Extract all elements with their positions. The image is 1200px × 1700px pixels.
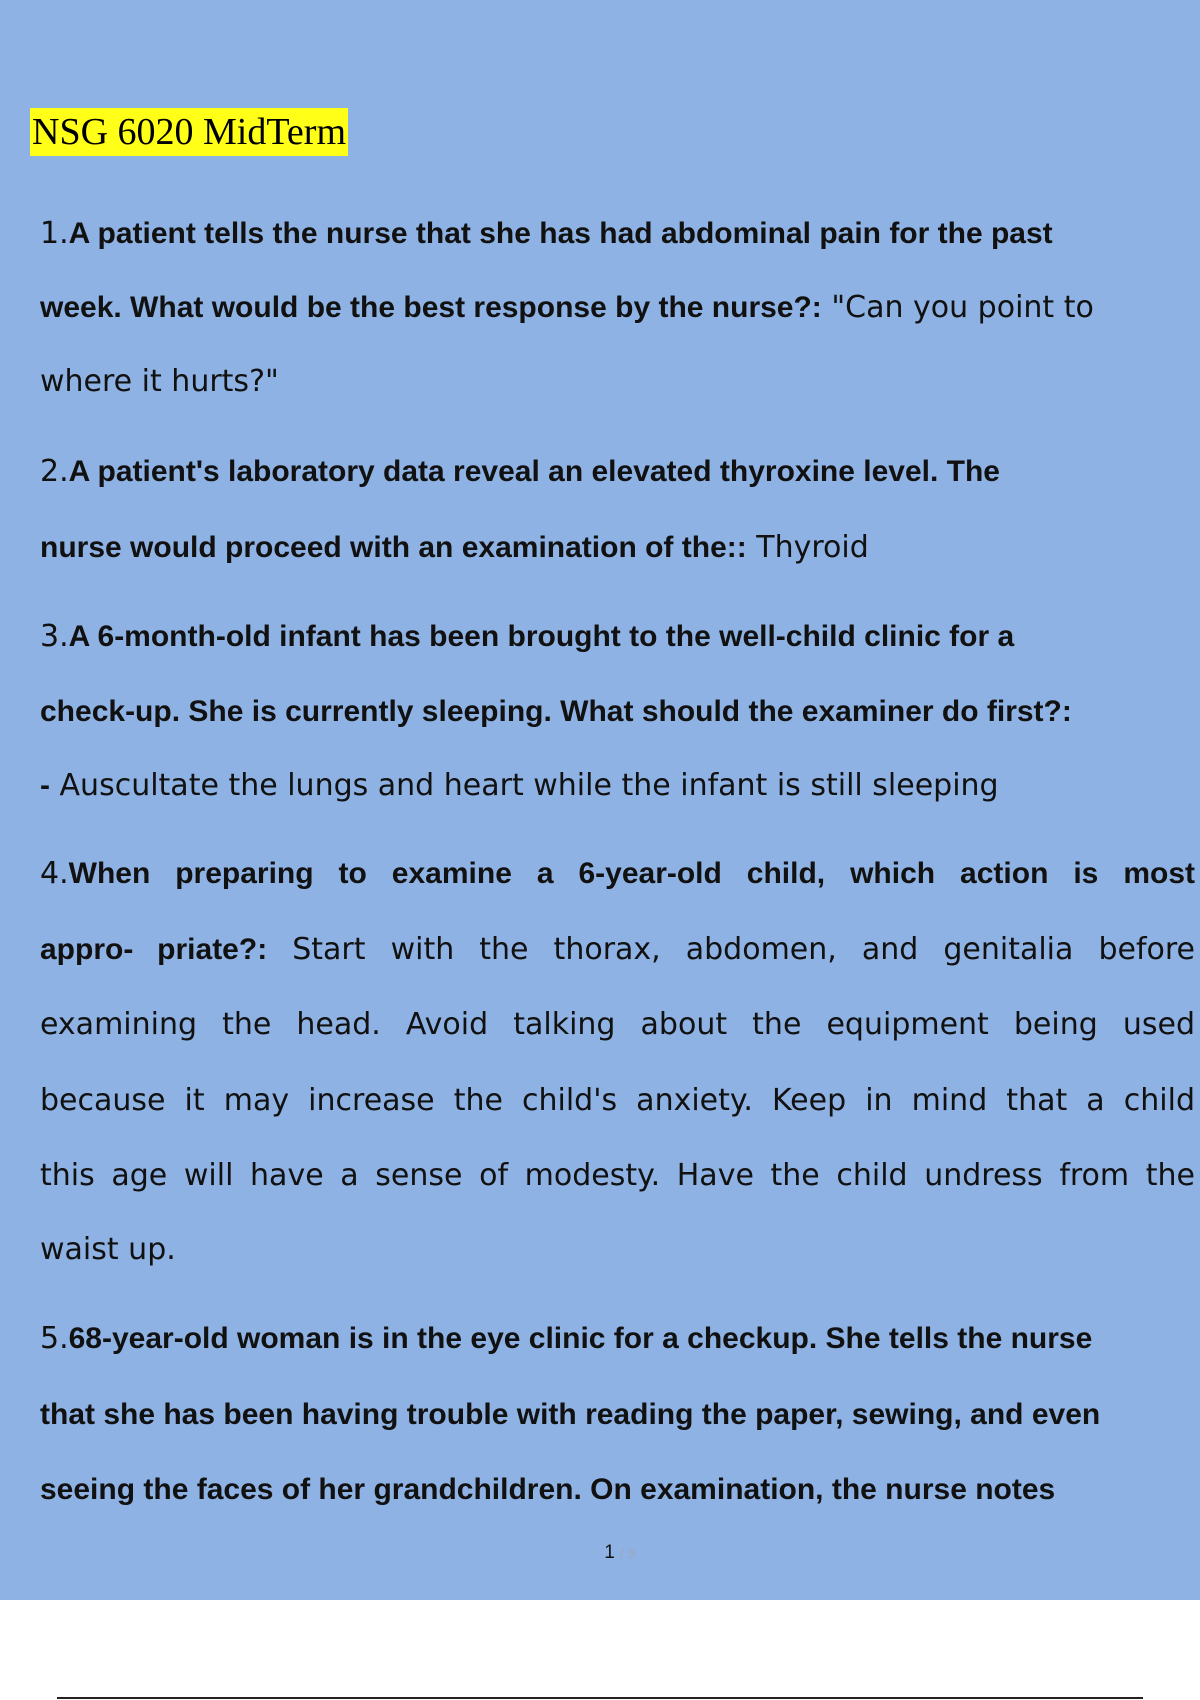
question-text: A 6-month-old infant has been brought to the well-child clinic for a: [68, 620, 1015, 653]
question-text: When preparing to examine a 6-year-old child, which action is most: [68, 857, 1195, 890]
question-line: [40, 529, 869, 565]
question-text: A patient tells the nurse that she has had abdominal pain for the past: [68, 217, 1053, 250]
page-indicator: [0, 1542, 1200, 1564]
answer-line: [40, 767, 999, 803]
question-line: [40, 1320, 1092, 1356]
question-number: 2.: [40, 454, 69, 489]
question-line: [40, 453, 1000, 489]
question-line: [40, 855, 1195, 891]
answer-text: examining the head. Avoid talking about the equipment being used: [40, 1007, 1195, 1042]
question-text: nurse would proceed with an examination of the::: [40, 531, 747, 564]
question-text: 68-year-old woman is in the eye clinic for a checkup. She tells the nurse: [68, 1322, 1093, 1355]
document-title: NSG 6020 MidTerm: [30, 108, 348, 156]
question-number: 5.: [40, 1321, 69, 1356]
question-text: seeing the faces of her grandchildren. On examination, the nurse notes: [40, 1473, 1056, 1506]
question-line: [40, 1471, 1055, 1507]
question-text: appro- priate?:: [40, 933, 268, 966]
question-line: [40, 931, 1195, 967]
question-line: [40, 289, 1094, 325]
answer-text: waist up.: [40, 1232, 176, 1267]
answer-text: Thyroid: [746, 530, 869, 565]
question-line: [40, 618, 1014, 654]
answer-text: because it may increase the child's anxiety. Keep in mind that a child: [40, 1083, 1195, 1118]
answer-line: [40, 1157, 1195, 1193]
answer-text: where it hurts?": [40, 364, 279, 399]
current-page-number: 1: [604, 1542, 615, 1563]
question-line: [40, 1396, 1100, 1432]
question-line: [40, 215, 1053, 251]
question-number: 3.: [40, 619, 69, 654]
total-pages: / 9: [620, 1545, 636, 1561]
question-number: 4.: [40, 856, 69, 891]
answer-text: this age will have a sense of modesty. Have the child undress from the: [40, 1158, 1195, 1193]
answer-text: "Can you point to: [821, 290, 1094, 325]
answer-text: Auscultate the lungs and heart while the infant is still sleeping: [50, 768, 999, 803]
answer-line: [40, 1231, 176, 1267]
answer-text: Start with the thorax, abdomen, and genitalia before: [267, 932, 1195, 967]
answer-line: [40, 1006, 1195, 1042]
answer-bullet: -: [40, 769, 50, 802]
question-text: week. What would be the best response by the nurse?:: [40, 291, 822, 324]
horizontal-divider: [57, 1697, 1143, 1699]
answer-line: [40, 1082, 1195, 1118]
question-text: that she has been having trouble with reading the paper, sewing, and even: [40, 1398, 1101, 1431]
question-text: check-up. She is currently sleeping. What should the examiner do first?:: [40, 695, 1072, 728]
question-line: [40, 693, 1072, 729]
question-text: A patient's laboratory data reveal an elevated thyroxine level. The: [68, 455, 1000, 488]
question-number: 1.: [40, 216, 69, 251]
answer-line: [40, 363, 279, 399]
